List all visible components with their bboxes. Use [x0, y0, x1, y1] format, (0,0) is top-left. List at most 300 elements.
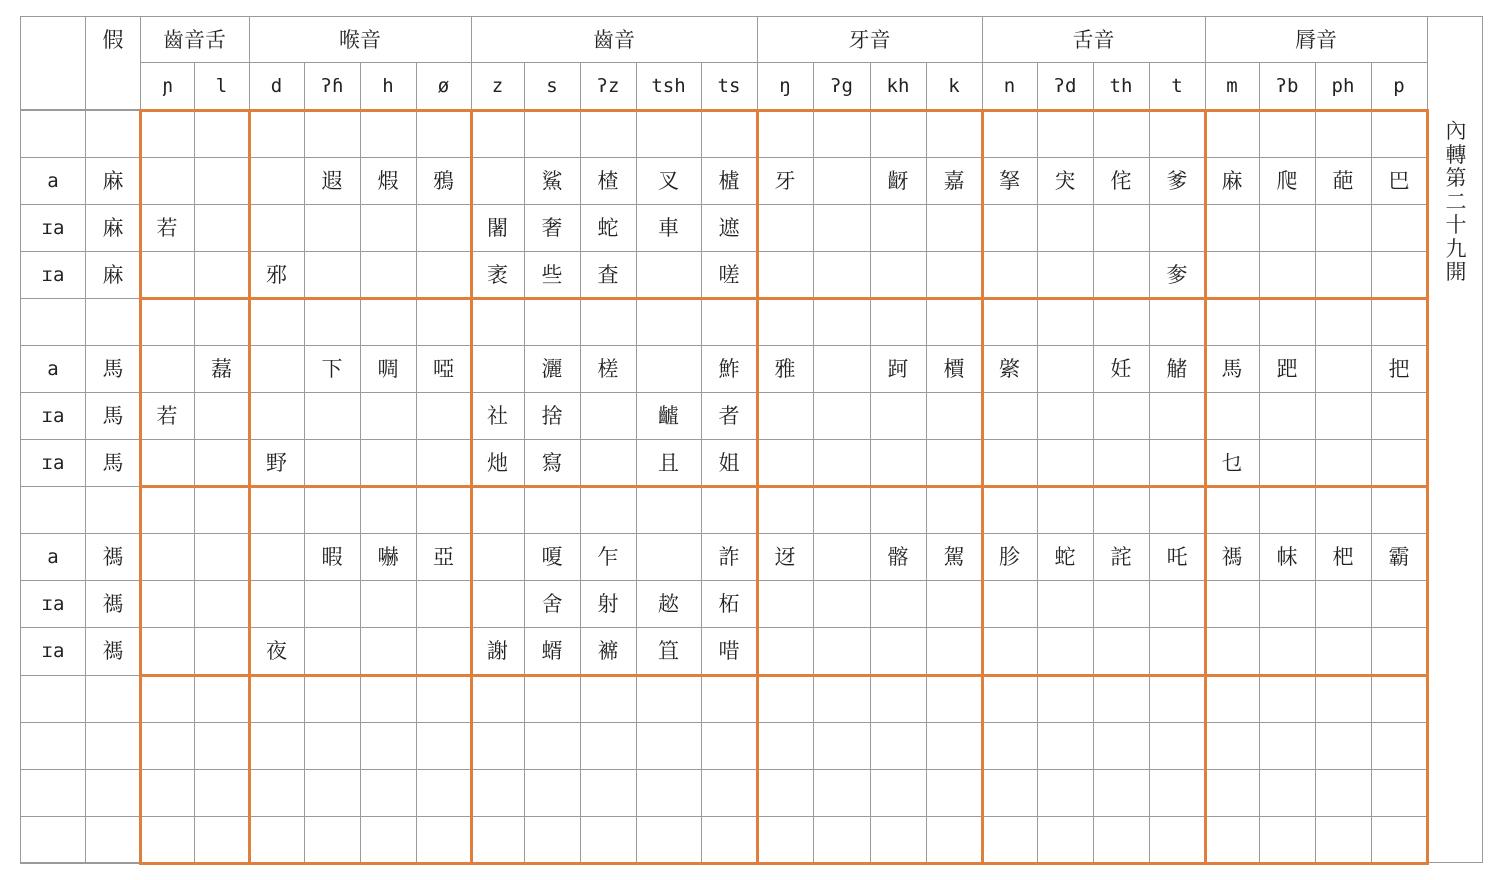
final-cell: ɪa	[41, 404, 65, 427]
char-cell	[1149, 440, 1205, 486]
char-cell	[1149, 628, 1205, 675]
char-cell: 遮	[718, 215, 740, 240]
char-cell	[360, 111, 416, 157]
char-cell: 侘	[1110, 168, 1132, 193]
char-cell: 叉	[658, 168, 679, 193]
char-cell	[757, 723, 813, 769]
char-cell: 些	[541, 262, 563, 287]
char-cell	[471, 817, 524, 863]
char-cell	[1259, 581, 1315, 627]
char-cell	[1093, 205, 1149, 251]
char-cell	[870, 393, 926, 439]
char-cell	[580, 111, 636, 157]
char-cell	[249, 393, 304, 439]
char-cell	[580, 487, 636, 533]
char-cell	[1371, 205, 1427, 251]
char-cell	[701, 487, 757, 533]
char-cell: 灺	[487, 450, 508, 475]
side-label-char: 開	[1445, 260, 1467, 285]
char-cell	[471, 487, 524, 533]
char-cell	[1371, 770, 1427, 816]
char-cell	[1037, 817, 1093, 863]
char-cell	[416, 676, 471, 722]
final-cell: a	[47, 545, 59, 568]
char-cell: 亞	[433, 544, 454, 569]
char-cell	[1093, 770, 1149, 816]
char-cell	[249, 346, 304, 392]
char-cell	[471, 158, 524, 204]
char-cell	[140, 723, 194, 769]
char-cell	[1259, 770, 1315, 816]
char-cell	[1093, 628, 1149, 675]
char-cell	[1037, 111, 1093, 157]
rhyme-cell: 麻	[102, 262, 124, 287]
char-cell	[813, 817, 870, 863]
char-cell	[524, 817, 580, 863]
char-cell	[1205, 205, 1259, 251]
char-cell	[870, 252, 926, 298]
char-cell	[1259, 299, 1315, 345]
char-cell: 觰	[1166, 356, 1188, 381]
char-cell	[1037, 440, 1093, 486]
char-cell	[1093, 581, 1149, 627]
char-cell: 褯	[597, 639, 619, 663]
char-cell: 霸	[1388, 544, 1410, 569]
char-cell	[304, 581, 360, 627]
char-cell	[1093, 487, 1149, 533]
char-cell	[524, 770, 580, 816]
rhyme-cell: 馬	[102, 450, 124, 475]
char-cell	[926, 440, 982, 486]
char-cell	[636, 676, 701, 722]
char-cell	[1315, 346, 1371, 392]
char-cell: 闍	[487, 215, 508, 240]
char-cell	[982, 393, 1037, 439]
char-cell	[1205, 299, 1259, 345]
char-cell	[636, 299, 701, 345]
grid-line	[1427, 62, 1428, 110]
char-cell	[1315, 205, 1371, 251]
char-cell	[194, 393, 249, 439]
char-cell	[1315, 440, 1371, 486]
char-cell: 寫	[541, 450, 563, 475]
char-cell	[194, 628, 249, 675]
char-cell	[982, 111, 1037, 157]
char-cell	[194, 581, 249, 627]
char-cell	[140, 534, 194, 580]
char-cell	[471, 534, 524, 580]
char-cell	[140, 440, 194, 486]
char-cell	[636, 534, 701, 580]
char-cell	[813, 723, 870, 769]
char-cell	[304, 676, 360, 722]
char-cell	[140, 299, 194, 345]
char-cell: 爹	[1166, 168, 1188, 193]
char-cell	[1093, 817, 1149, 863]
char-cell	[304, 817, 360, 863]
char-cell: 乜	[1221, 450, 1243, 475]
rhyme-cell: 麻	[102, 168, 124, 193]
char-cell: 趑	[658, 591, 679, 616]
char-cell: 葩	[1332, 168, 1354, 193]
initial-header: ŋ	[779, 74, 791, 97]
char-cell	[1371, 299, 1427, 345]
char-cell	[360, 628, 416, 675]
char-cell	[1315, 723, 1371, 769]
char-cell: 嚇	[377, 544, 399, 569]
char-cell	[1259, 487, 1315, 533]
char-cell	[813, 676, 870, 722]
group-header-hou-yin: 喉音	[339, 27, 381, 52]
char-cell: 雅	[774, 356, 796, 381]
char-cell	[926, 723, 982, 769]
char-cell: 捨	[541, 403, 563, 428]
char-cell	[194, 676, 249, 722]
char-cell	[926, 628, 982, 675]
char-cell	[1205, 628, 1259, 675]
char-cell	[1371, 487, 1427, 533]
char-cell	[1371, 723, 1427, 769]
char-cell	[416, 205, 471, 251]
char-cell: 且	[658, 450, 679, 475]
char-cell	[360, 817, 416, 863]
char-cell	[982, 581, 1037, 627]
char-cell: 巴	[1388, 168, 1410, 193]
char-cell: 煆	[377, 168, 399, 193]
char-cell	[813, 440, 870, 486]
char-cell	[813, 205, 870, 251]
char-cell	[471, 770, 524, 816]
char-cell	[870, 723, 926, 769]
char-cell	[1315, 393, 1371, 439]
char-cell	[194, 817, 249, 863]
char-cell	[1205, 723, 1259, 769]
corner-header: 假	[102, 27, 124, 52]
char-cell	[1259, 393, 1315, 439]
char-cell: 把	[1388, 356, 1410, 381]
char-cell	[1093, 252, 1149, 298]
rhyme-cell: 禡	[102, 639, 124, 663]
char-cell	[1205, 581, 1259, 627]
char-cell	[757, 676, 813, 722]
char-cell	[1315, 299, 1371, 345]
side-label-char: 十	[1445, 213, 1467, 238]
char-cell	[870, 487, 926, 533]
char-cell	[416, 723, 471, 769]
char-cell	[813, 299, 870, 345]
char-cell: 杷	[1332, 544, 1354, 569]
char-cell	[813, 393, 870, 439]
char-cell: 禡	[1221, 544, 1243, 569]
initial-header: z	[491, 74, 504, 97]
char-cell	[194, 440, 249, 486]
char-cell: 帓	[1276, 544, 1298, 569]
char-cell	[360, 252, 416, 298]
char-cell: 藞	[211, 356, 232, 381]
char-cell: 奓	[1166, 262, 1188, 287]
char-cell: 乍	[597, 544, 619, 569]
char-cell	[524, 676, 580, 722]
char-cell: 馬	[1221, 356, 1243, 381]
char-cell	[1037, 676, 1093, 722]
char-cell	[870, 440, 926, 486]
initial-header: ø	[437, 74, 450, 97]
char-cell	[926, 252, 982, 298]
char-cell	[416, 628, 471, 675]
initial-header: d	[270, 74, 283, 97]
char-cell	[249, 676, 304, 722]
initial-header: h	[382, 74, 394, 97]
char-cell	[1315, 487, 1371, 533]
char-cell	[471, 581, 524, 627]
char-cell	[1205, 676, 1259, 722]
final-cell: ɪa	[41, 640, 65, 662]
char-cell	[1371, 817, 1427, 863]
char-cell	[194, 252, 249, 298]
char-cell	[982, 628, 1037, 675]
char-cell	[701, 299, 757, 345]
char-cell	[140, 817, 194, 863]
final-cell	[21, 770, 85, 816]
char-cell	[1205, 817, 1259, 863]
char-cell	[926, 817, 982, 863]
char-cell	[194, 487, 249, 533]
char-cell	[757, 628, 813, 675]
char-cell: 鯊	[541, 168, 563, 193]
char-cell	[416, 817, 471, 863]
char-cell	[580, 393, 636, 439]
char-cell: 詫	[1110, 544, 1132, 569]
char-cell	[580, 817, 636, 863]
char-cell	[757, 817, 813, 863]
char-cell	[870, 770, 926, 816]
char-cell	[1259, 205, 1315, 251]
side-label-char: 二	[1445, 189, 1467, 214]
char-cell	[580, 676, 636, 722]
initial-header: t	[1171, 74, 1183, 97]
char-cell: 槎	[597, 356, 619, 381]
final-cell: ɪa	[41, 592, 65, 615]
char-cell	[194, 770, 249, 816]
side-label-char: 轉	[1445, 142, 1467, 167]
char-cell	[1149, 817, 1205, 863]
char-cell	[1037, 393, 1093, 439]
char-cell	[1149, 723, 1205, 769]
char-cell	[870, 205, 926, 251]
char-cell: 灑	[541, 356, 563, 381]
char-cell	[1037, 723, 1093, 769]
char-cell	[360, 770, 416, 816]
char-cell: 嘉	[943, 168, 965, 193]
char-cell	[813, 158, 870, 204]
char-cell	[304, 393, 360, 439]
initial-header: n	[1003, 74, 1016, 97]
char-cell	[304, 723, 360, 769]
char-cell	[1315, 628, 1371, 675]
char-cell: 笡	[658, 639, 679, 663]
char-cell	[580, 723, 636, 769]
char-cell: 者	[718, 403, 740, 428]
char-cell: 嗄	[541, 544, 563, 569]
final-cell: ɪa	[41, 263, 65, 286]
char-cell	[140, 111, 194, 157]
char-cell	[1093, 440, 1149, 486]
char-cell	[1037, 346, 1093, 392]
char-cell: 吒	[1166, 544, 1188, 569]
final-cell: ɪa	[41, 216, 65, 239]
char-cell	[636, 770, 701, 816]
initial-header: ʔɦ	[320, 74, 344, 97]
char-cell	[1315, 252, 1371, 298]
char-cell	[580, 770, 636, 816]
char-cell	[416, 440, 471, 486]
char-cell: 唶	[718, 639, 740, 663]
char-cell: 謝	[487, 639, 508, 663]
rhyme-cell: 禡	[102, 544, 124, 569]
char-cell	[636, 817, 701, 863]
char-cell	[636, 111, 701, 157]
char-cell: 拏	[999, 168, 1020, 193]
char-cell	[360, 205, 416, 251]
char-cell	[304, 252, 360, 298]
final-cell: ɪa	[41, 451, 65, 474]
char-cell: 麻	[1221, 168, 1243, 193]
char-cell	[982, 817, 1037, 863]
char-cell	[580, 299, 636, 345]
group-header-chi-yin-she: 齒音舌	[163, 27, 226, 52]
char-cell	[360, 440, 416, 486]
char-cell	[1205, 252, 1259, 298]
char-cell: 若	[156, 403, 178, 428]
char-cell	[813, 111, 870, 157]
char-cell	[1093, 111, 1149, 157]
char-cell	[926, 299, 982, 345]
char-cell: 若	[156, 215, 178, 240]
char-cell	[757, 393, 813, 439]
char-cell: 䶥	[658, 403, 679, 428]
char-cell	[249, 205, 304, 251]
rhyme-cell: 禡	[102, 591, 124, 616]
char-cell: 齖	[887, 168, 909, 193]
char-cell: 妊	[1110, 356, 1132, 381]
char-cell	[1149, 111, 1205, 157]
char-cell	[982, 440, 1037, 486]
char-cell	[1371, 111, 1427, 157]
char-cell	[360, 676, 416, 722]
char-cell	[140, 487, 194, 533]
char-cell	[870, 817, 926, 863]
rhyme-cell	[86, 817, 140, 863]
char-cell	[194, 723, 249, 769]
char-cell	[1315, 770, 1371, 816]
final-cell	[21, 299, 85, 345]
char-cell	[524, 111, 580, 157]
char-cell: 檟	[943, 356, 965, 381]
rhyme-cell	[86, 676, 140, 722]
char-cell: 鮓	[718, 356, 740, 381]
char-cell	[757, 111, 813, 157]
char-cell	[1037, 487, 1093, 533]
group-header-ya-yin: 牙音	[848, 27, 891, 52]
char-cell	[1149, 676, 1205, 722]
char-cell	[813, 770, 870, 816]
char-cell: 袤	[487, 262, 508, 287]
char-cell: 跒	[887, 356, 909, 381]
char-cell	[1037, 628, 1093, 675]
char-cell	[701, 770, 757, 816]
char-cell: 鴉	[433, 168, 454, 193]
char-cell	[870, 299, 926, 345]
char-cell: 蛇	[1054, 544, 1076, 569]
char-cell: 牙	[774, 168, 796, 193]
char-cell: 詐	[718, 544, 740, 569]
char-cell	[580, 440, 636, 486]
char-cell	[471, 676, 524, 722]
char-cell	[249, 487, 304, 533]
rhyme-cell	[86, 723, 140, 769]
char-cell	[636, 487, 701, 533]
char-cell	[524, 299, 580, 345]
char-cell: 蝑	[541, 639, 563, 663]
char-cell: 遐	[321, 168, 343, 193]
char-cell	[140, 628, 194, 675]
char-cell	[194, 158, 249, 204]
char-cell	[926, 487, 982, 533]
char-cell	[304, 111, 360, 157]
initial-header: l	[215, 74, 228, 97]
char-cell: 査	[597, 262, 619, 287]
char-cell	[1259, 252, 1315, 298]
initial-header: ʔg	[830, 74, 853, 97]
char-cell	[416, 770, 471, 816]
char-cell	[1149, 770, 1205, 816]
final-cell: a	[47, 357, 59, 380]
char-cell	[1371, 252, 1427, 298]
final-cell	[21, 487, 85, 533]
char-cell: 射	[597, 591, 619, 616]
char-cell	[1037, 252, 1093, 298]
char-cell: 宊	[1054, 168, 1076, 193]
char-cell	[813, 581, 870, 627]
char-cell	[140, 770, 194, 816]
char-cell	[360, 487, 416, 533]
char-cell	[701, 676, 757, 722]
char-cell	[524, 723, 580, 769]
char-cell	[1259, 111, 1315, 157]
char-cell	[360, 393, 416, 439]
initial-header: ph	[1331, 74, 1355, 97]
char-cell: 姐	[718, 450, 740, 475]
char-cell	[416, 111, 471, 157]
group-header-chi-yin: 齒音	[593, 27, 635, 52]
rhyme-cell	[86, 487, 140, 533]
char-cell	[982, 676, 1037, 722]
rhyme-cell	[86, 111, 140, 157]
char-cell	[1205, 393, 1259, 439]
char-cell	[757, 581, 813, 627]
char-cell	[1205, 487, 1259, 533]
rhyme-cell	[86, 770, 140, 816]
char-cell	[249, 817, 304, 863]
char-cell	[416, 487, 471, 533]
char-cell	[1371, 676, 1427, 722]
char-cell: 舍	[541, 591, 563, 616]
char-cell	[701, 111, 757, 157]
char-cell	[1205, 770, 1259, 816]
char-cell	[813, 346, 870, 392]
char-cell	[813, 534, 870, 580]
char-cell	[416, 252, 471, 298]
